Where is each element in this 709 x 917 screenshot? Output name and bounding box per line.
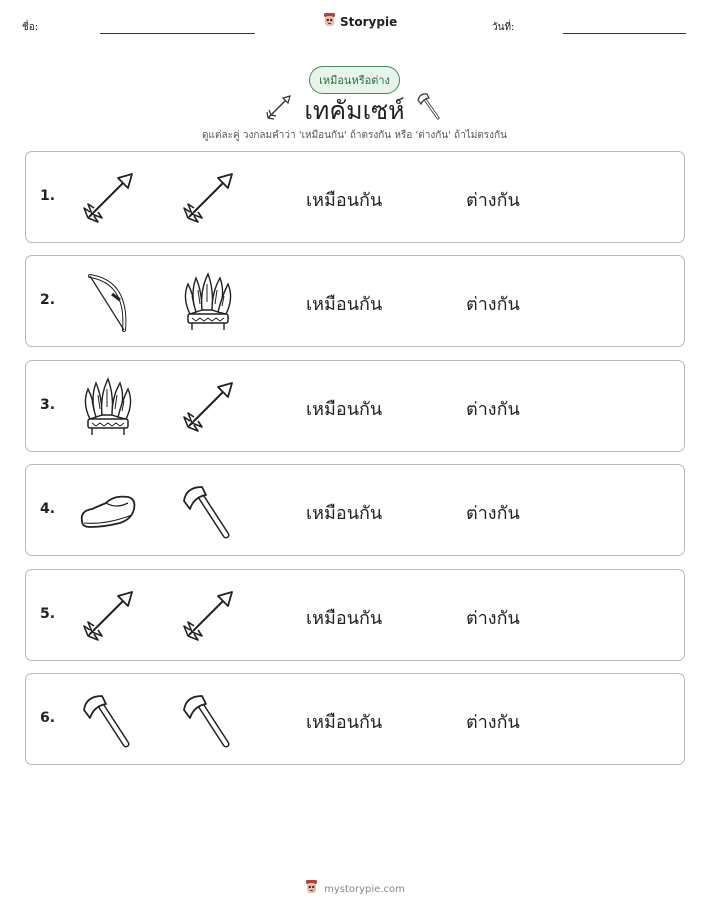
axe-icon (414, 90, 446, 126)
question-number: 5. (40, 605, 56, 622)
brand-name: Storypie (340, 15, 398, 29)
arrow-icon (76, 166, 140, 230)
headdress-icon (76, 375, 140, 439)
bow-icon (76, 270, 140, 334)
date-label: วันที่: (492, 22, 515, 33)
activity-badge: เหมือนหรือต่าง (309, 66, 400, 94)
question-row (25, 151, 685, 243)
name-label: ชื่อ: (22, 22, 39, 33)
footer (0, 879, 709, 899)
question-number: 2. (40, 292, 56, 309)
same-option[interactable]: เหมือนกัน (306, 712, 383, 733)
date-line[interactable] (563, 33, 686, 34)
footer-url[interactable]: mystorypie.com (324, 883, 405, 895)
different-option[interactable]: ต่างกัน (466, 398, 520, 420)
headdress-icon (176, 270, 240, 334)
question-number: 6. (40, 710, 56, 726)
same-option[interactable]: เหมือนกัน (306, 294, 383, 316)
different-option[interactable]: ต่างกัน (466, 503, 520, 525)
question-row (25, 464, 685, 556)
question-number: 3. (40, 396, 56, 413)
storypie-mascot-icon (322, 12, 337, 32)
question-number: 1. (40, 188, 56, 204)
same-option[interactable]: เหมือนกัน (306, 190, 383, 211)
question-row (25, 673, 685, 765)
different-option[interactable]: ต่างกัน (466, 712, 520, 733)
question-row (25, 255, 685, 347)
axe-icon (76, 688, 140, 752)
instructions: ดูแต่ละคู่ วงกลมคำว่า 'เหมือนกัน' ถ้าตรงกัน หรือ 'ต่างกัน' ถ้าไม่ตรงกัน (202, 130, 507, 141)
page-title: เทคัมเซห์ (304, 96, 405, 125)
brand-logo (322, 12, 397, 32)
name-line[interactable] (100, 33, 255, 34)
arrow-icon (176, 584, 240, 648)
different-option[interactable]: ต่างกัน (466, 607, 520, 629)
arrow-icon (176, 375, 240, 439)
question-row (25, 569, 685, 661)
same-option[interactable]: เหมือนกัน (306, 398, 383, 420)
different-option[interactable]: ต่างกัน (466, 294, 520, 316)
question-row (25, 360, 685, 452)
moccasin-icon (76, 479, 140, 543)
different-option[interactable]: ต่างกัน (466, 190, 520, 211)
axe-icon (176, 479, 240, 543)
question-number: 4. (40, 501, 56, 518)
arrow-icon (76, 584, 140, 648)
axe-icon (176, 688, 240, 752)
arrow-icon (176, 166, 240, 230)
same-option[interactable]: เหมือนกัน (306, 503, 383, 525)
same-option[interactable]: เหมือนกัน (306, 607, 383, 629)
storypie-mascot-icon (304, 879, 319, 899)
